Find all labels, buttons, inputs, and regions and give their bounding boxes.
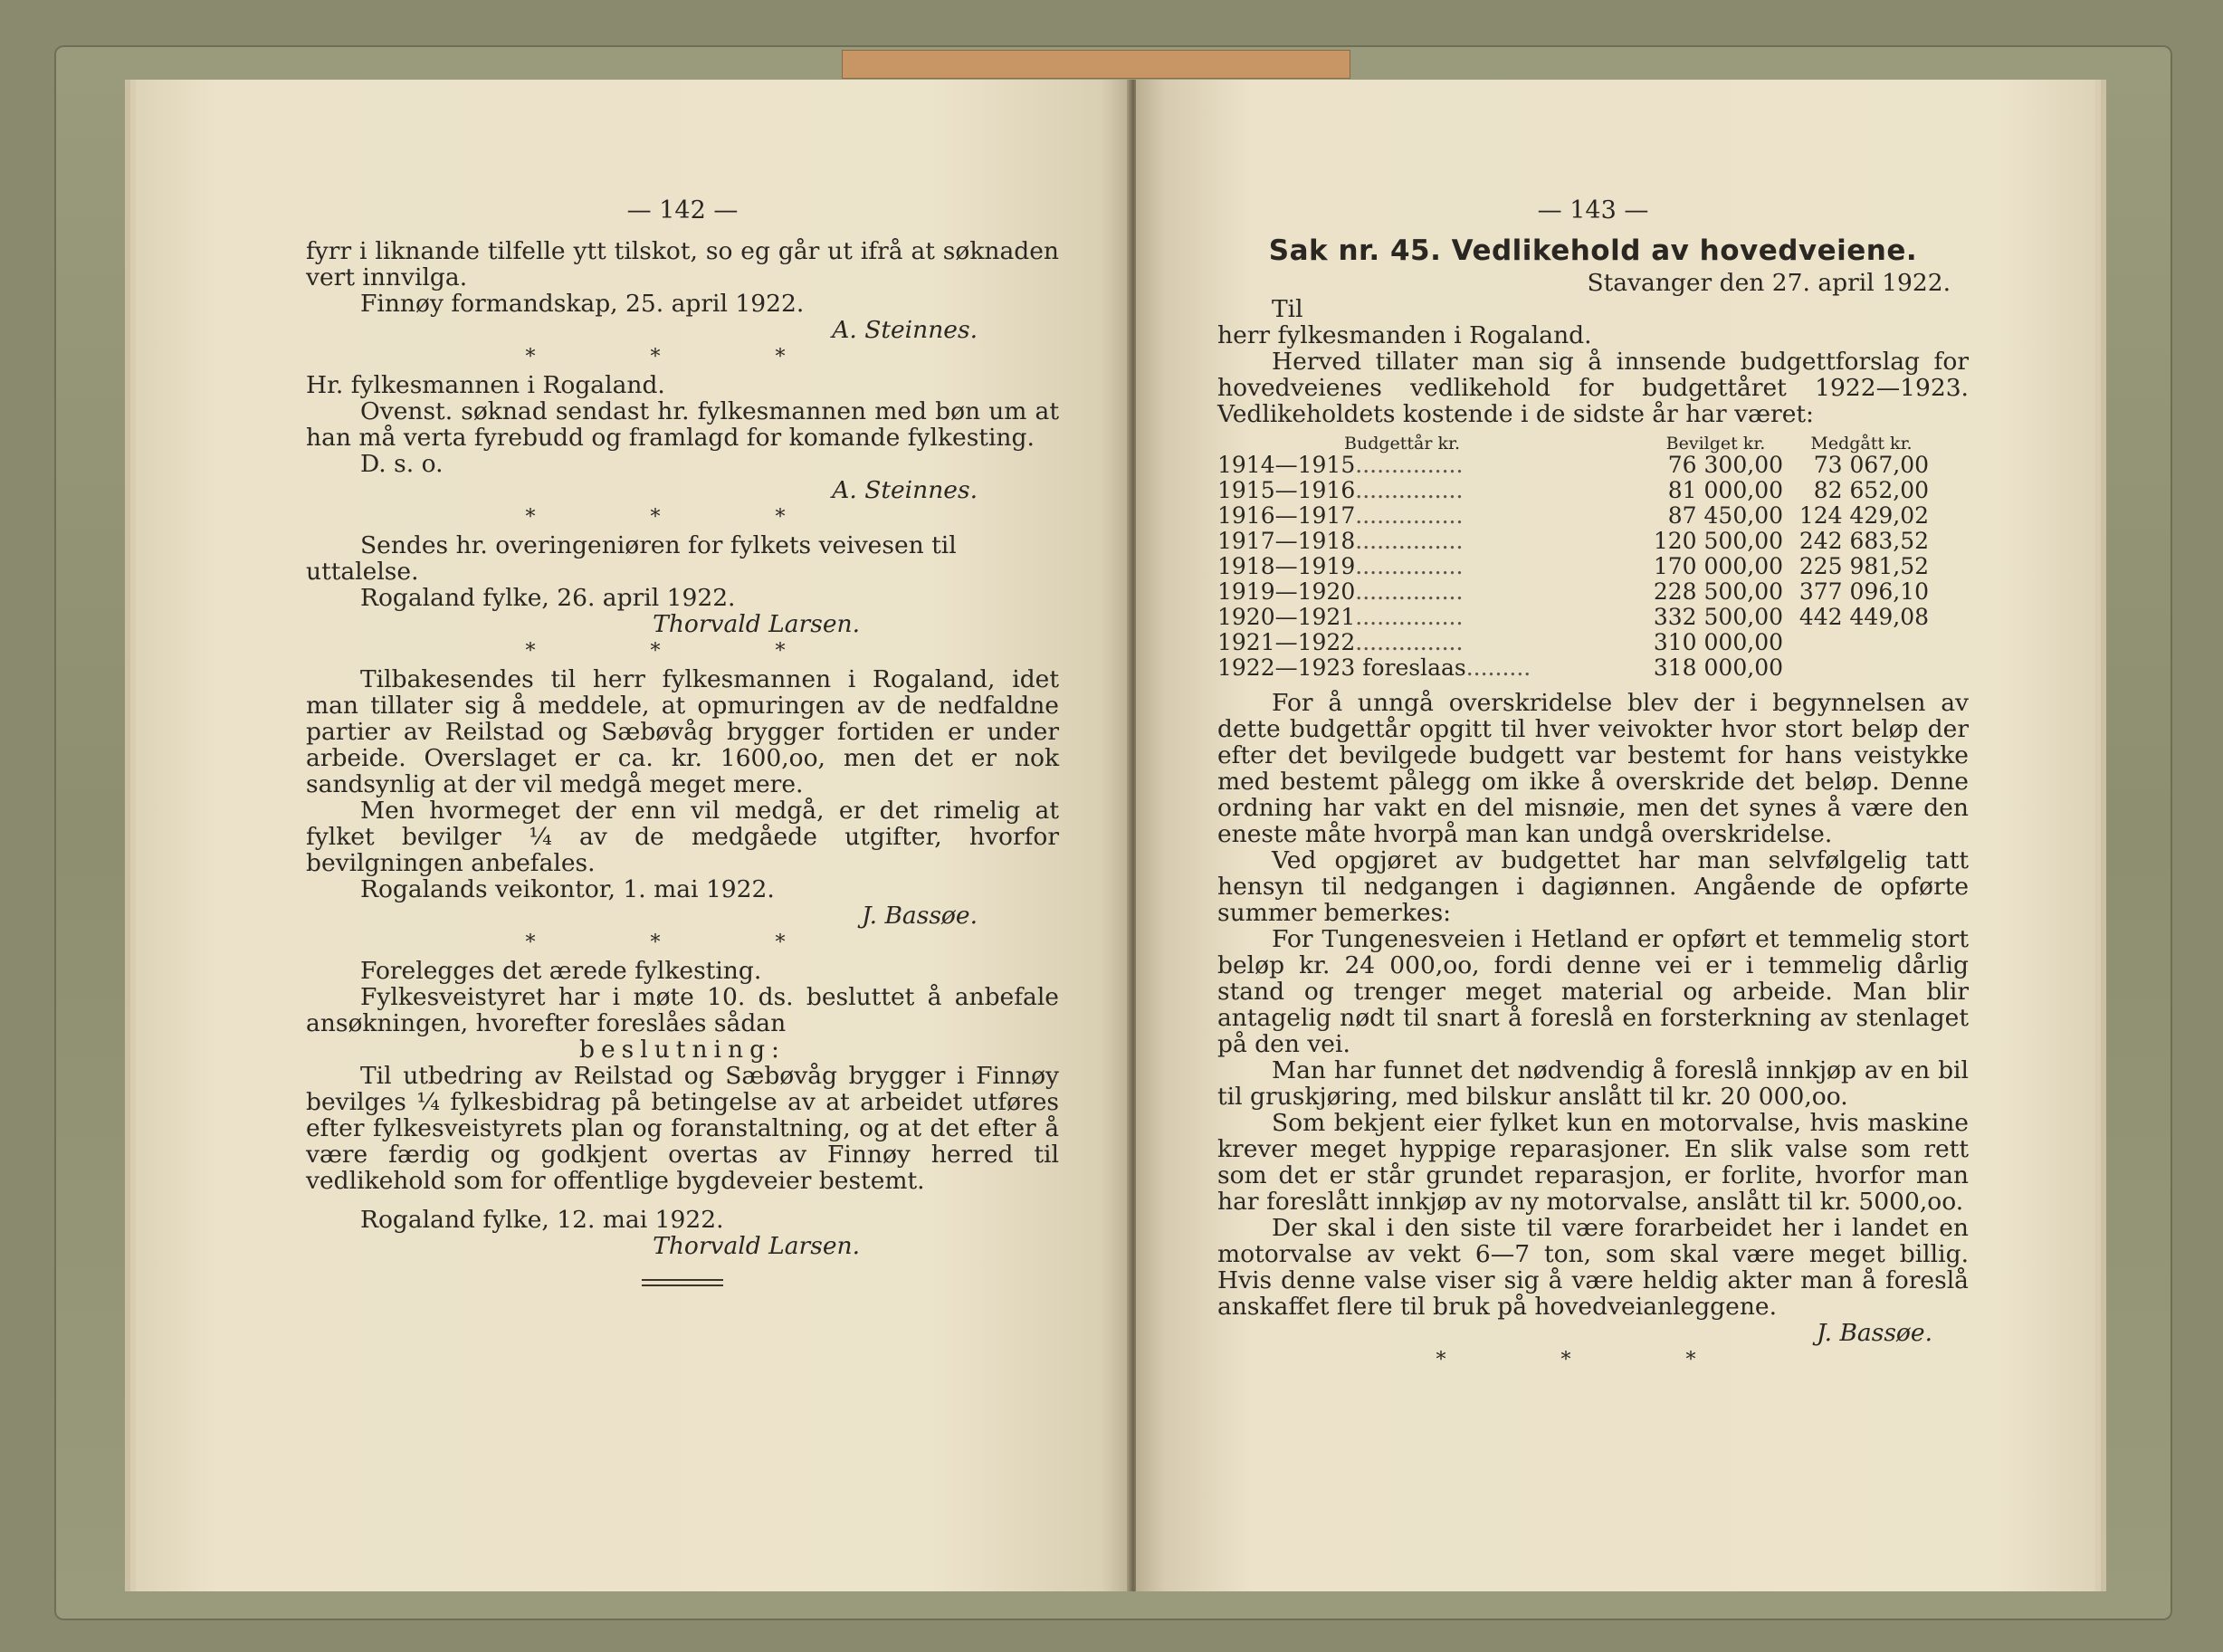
- leader-dots: ...............: [1355, 529, 1464, 554]
- separator-stars: * * *: [1436, 1349, 1751, 1371]
- leader-dots: ...............: [1355, 579, 1464, 605]
- cell-year: 1917—1918: [1217, 529, 1356, 554]
- column-header-year: Budgettår kr.: [1344, 434, 1461, 454]
- table-row: [1217, 478, 1934, 503]
- table-header-row: [1217, 434, 1934, 453]
- column-header-spent: Medgått kr.: [1810, 434, 1913, 454]
- table-row: [1217, 579, 1934, 605]
- cell-year: 1914—1915: [1217, 453, 1356, 478]
- cell-year: 1915—1916: [1217, 478, 1356, 503]
- cell-spent: 225 981,52: [1798, 553, 1929, 579]
- cell-year: 1920—1921: [1217, 605, 1356, 630]
- signature: Thorvald Larsen.: [653, 1232, 860, 1260]
- cell-spent: [1789, 630, 1934, 655]
- signature: J. Bassøe.: [1817, 1319, 1932, 1347]
- cell-year: 1919—1920: [1217, 579, 1356, 605]
- left-page-text: [306, 197, 1059, 1286]
- paragraph: Man har funnet det nødvendig å foreslå innkjøp av en bil til gruskjøring, med bilskur anslått til kr. 20 000,oo.: [1217, 1056, 1969, 1111]
- case-title: Sak nr. 45. Vedlikehold av hovedveiene.: [1268, 234, 1918, 267]
- signature: A. Steinnes.: [832, 476, 978, 504]
- cell-granted: 228 500,00: [1653, 578, 1783, 605]
- cell-year: 1916—1917: [1217, 503, 1356, 529]
- cell-granted: 332 500,00: [1653, 604, 1783, 630]
- paragraph: Som bekjent eier fylket kun en motorvalse, hvis maskine krever meget hyppige reparasjoner. En slik valse som rett som det er står grundet reparasjon, er forlite, hvorfor man har foreslått innkjøp av ny motorvalse, anslått til kr. 5000,oo.: [1217, 1109, 1969, 1216]
- paragraph: D. s. o.: [360, 450, 444, 478]
- leader-dots: ...............: [1355, 554, 1464, 579]
- cell-granted: 120 500,00: [1653, 528, 1783, 554]
- paragraph: Til utbedring av Reilstad og Sæbøvåg brygger i Finnøy bevilges ¼ fylkesbidrag på betingelse av at arbeidet utføres efter fylkesveistyrets plan og foranstaltning, og at det efter å være færdig og godkjent overtas av Finnøy herred til vedlikehold som for offentlige bygdeveier bestemt.: [306, 1062, 1059, 1195]
- leader-dots: ...............: [1355, 605, 1464, 630]
- cell-spent: 442 449,08: [1798, 604, 1929, 630]
- cell-granted: 310 000,00: [1653, 629, 1783, 655]
- paragraph: Rogaland fylke, 26. april 1922.: [360, 584, 736, 612]
- column-header-granted: Bevilget kr.: [1665, 434, 1766, 454]
- separator-stars: * * *: [525, 640, 840, 663]
- right-page-text: [1217, 197, 1969, 1375]
- paragraph: Rogalands veikontor, 1. mai 1922.: [360, 875, 775, 903]
- end-rule: [642, 1279, 723, 1286]
- table-row: [1217, 605, 1934, 630]
- cell-year: 1922—1923 foreslaas: [1217, 655, 1466, 681]
- cell-spent: 82 652,00: [1813, 477, 1929, 503]
- spine-strip: [842, 50, 1350, 79]
- paragraph: Herved tillater man sig å innsende budgettforslag for hovedveienes vedlikehold for budgettåret 1922—1923. Vedlikeholdets kostende i de sidste år har været:: [1217, 348, 1969, 428]
- paragraph: For å unngå overskridelse blev der i begynnelsen av dette budgettår opgitt til hver veivokter hvor stort beløp der efter det bevilgede budgett var bestemt for hans veistykke med bestemt pålegg om ikke å overskride det beløp. Denne ordning har vakt en del misnøie, men det synes å være den eneste måte hvorpå man kan undgå overskridelse.: [1217, 689, 1969, 848]
- recipient: herr fylkesmanden i Rogaland.: [1217, 321, 1592, 349]
- table-row: [1217, 554, 1934, 579]
- separator-stars: * * *: [525, 506, 840, 529]
- paragraph: Ovenst. søknad sendast hr. fylkesmannen med bøn um at han må verta fyrebudd og framlagd for komande fylkesting.: [306, 397, 1059, 452]
- table-row: [1217, 630, 1934, 655]
- table-row: [1217, 503, 1934, 529]
- paragraph: Ved opgjøret av budgettet har man selvfølgelig tatt hensyn til nedgangen i dagiønnen. Angående de opførte summer bemerkes:: [1217, 846, 1969, 927]
- cell-granted: 87 450,00: [1667, 502, 1783, 529]
- signature: Thorvald Larsen.: [653, 610, 860, 638]
- cell-granted: 170 000,00: [1653, 553, 1783, 579]
- leader-dots: ...............: [1355, 478, 1464, 503]
- paragraph: Men hvormeget der enn vil medgå, er det rimelig at fylket bevilger ¼ av de medgåede utgifter, hvorfor bevilgningen anbefales.: [306, 797, 1059, 877]
- paragraph: Sendes hr. overingeniøren for fylkets veivesen til uttalelse.: [306, 531, 957, 586]
- table-row: [1217, 529, 1934, 554]
- cell-spent: 124 429,02: [1798, 502, 1929, 529]
- cell-spent: 73 067,00: [1813, 452, 1929, 478]
- leader-dots: ...............: [1355, 453, 1464, 478]
- salutation: Til: [1272, 295, 1303, 323]
- separator-stars: * * *: [525, 931, 840, 954]
- cell-granted: 318 000,00: [1653, 654, 1783, 681]
- page-number: — 142 —: [626, 196, 739, 224]
- paragraph: Der skal i den siste til være forarbeidet her i landet en motorvalse av vekt 6—7 ton, som skal være meget billig. Hvis denne valse viser sig å være heldig akter man å foreslå anskaffet flere til bruk på hovedveianleggene.: [1217, 1214, 1969, 1321]
- left-page: [136, 80, 1131, 1591]
- cell-spent: 242 683,52: [1798, 528, 1929, 554]
- budget-table: [1217, 434, 1934, 681]
- leader-dots: ...............: [1355, 503, 1464, 529]
- separator-stars: * * *: [525, 346, 840, 368]
- paragraph: Forelegges det ærede fylkesting.: [360, 957, 762, 985]
- signature: A. Steinnes.: [832, 316, 978, 344]
- cell-spent: 377 096,10: [1798, 578, 1929, 605]
- leader-dots: ...............: [1355, 630, 1464, 655]
- resolution-heading: beslutning:: [579, 1036, 786, 1064]
- paragraph: fyrr i liknande tilfelle ytt tilskot, so eg går ut ifrå at søknaden vert innvilga.: [306, 237, 1059, 291]
- paragraph: Hr. fylkesmannen i Rogaland.: [306, 371, 665, 399]
- cell-year: 1918—1919: [1217, 554, 1356, 579]
- paragraph: Tilbakesendes til herr fylkesmannen i Rogaland, idet man tillater sig å meddele, at opmuringen av de nedfaldne partier av Reilstad og Sæbøvåg brygger fortiden er under arbeide. Overslaget er ca. kr. 1600,oo, men det er nok sandsynlig at der vil medgå meget mere.: [306, 665, 1059, 798]
- cell-granted: 81 000,00: [1667, 477, 1783, 503]
- page-number: — 143 —: [1537, 196, 1649, 224]
- cell-year: 1921—1922: [1217, 630, 1356, 655]
- table-row: [1217, 655, 1934, 681]
- cell-granted: 76 300,00: [1667, 452, 1783, 478]
- paragraph: For Tungenesveien i Hetland er opført et temmelig stort beløp kr. 24 000,oo, fordi denne vei er i temmelig dårlig stand og trenger meget material og arbeide. Man blir antagelig nødt til snart å foreslå en forsterkning av stenlaget på den vei.: [1217, 925, 1969, 1058]
- leader-dots: .........: [1465, 655, 1531, 681]
- paragraph: Fylkesveistyret har i møte 10. ds. besluttet å anbefale ansøkningen, hvorefter foreslåes sådan: [306, 983, 1059, 1037]
- paragraph: Rogaland fylke, 12. mai 1922.: [360, 1206, 724, 1234]
- signature: J. Bassøe.: [862, 902, 978, 930]
- dateline: Stavanger den 27. april 1922.: [1587, 269, 1951, 297]
- table-row: [1217, 453, 1934, 478]
- cell-spent: [1789, 655, 1934, 681]
- right-page: [1136, 80, 2095, 1591]
- paragraph: Finnøy formandskap, 25. april 1922.: [360, 290, 805, 318]
